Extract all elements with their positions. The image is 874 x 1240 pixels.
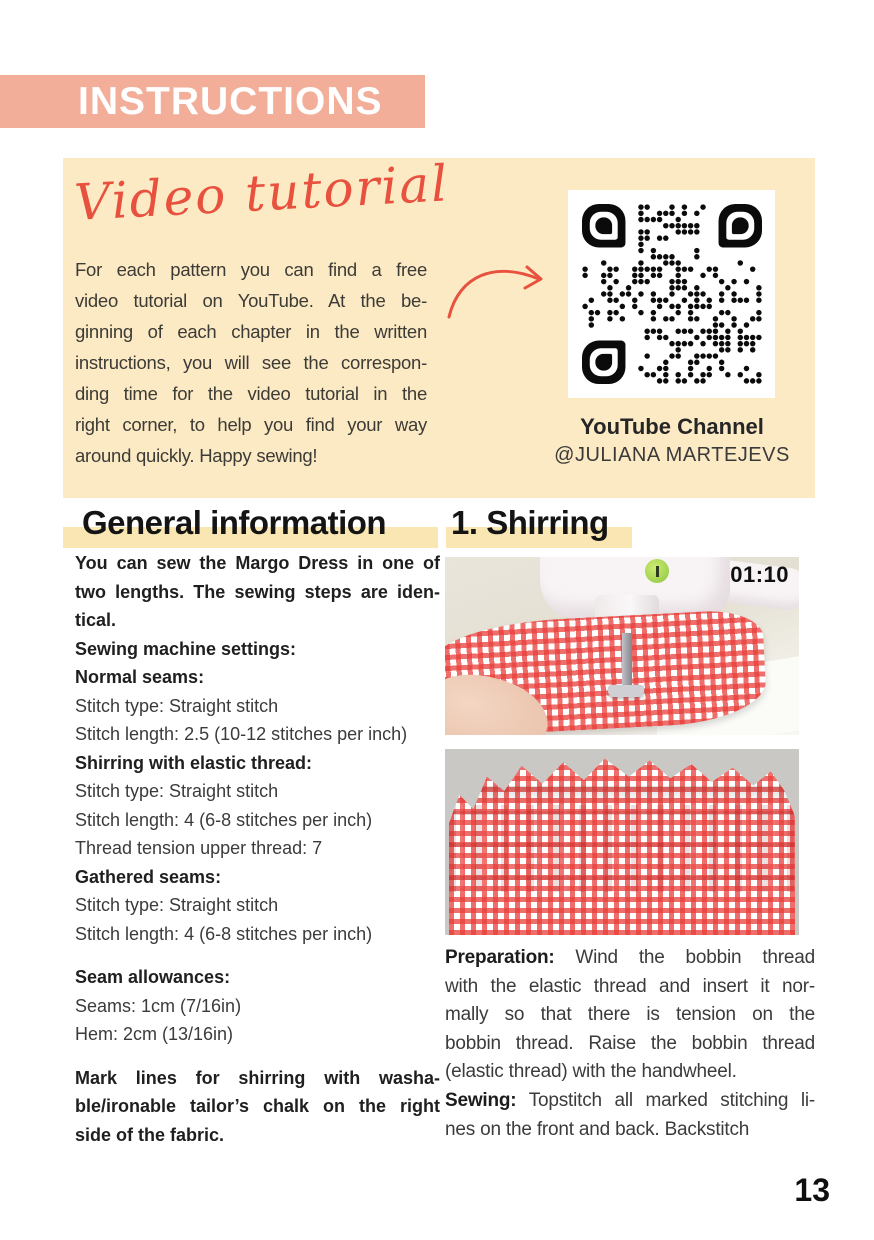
video-tutorial-box [63,154,815,498]
video-tutorial-paragraph [75,254,427,471]
page-title: INSTRUCTIONS [78,79,383,123]
shirred-gingham-fabric [449,755,795,935]
machine-green-button [645,559,669,583]
paragraph-line: bobbin thread. Raise the bobbin thread [445,1032,815,1054]
video-timestamp: 01:10 [730,562,789,587]
text-line: Stitch length: 2.5 (10-12 stitches per inch) [75,724,408,744]
text-line: Stitch type: Straight stitch [75,895,279,915]
text-line: You can sew the Margo Dress in one of [75,553,440,573]
ruffle-shadow [449,786,795,806]
needle-bar [622,633,632,689]
text-line: Sewing machine settings: [75,638,297,659]
text-line: Mark lines for shirring with washa- [75,1067,440,1088]
shirring-heading: 1. Shirring [451,504,609,541]
text-line: Stitch length: 4 (6-8 stitches per inch) [75,809,373,830]
paragraph-line: instructions, you will see the correspon- [75,352,427,373]
paragraph-line: around quickly. Happy sewing! [75,445,318,466]
general-information-text [75,549,440,1149]
video-tutorial-script-heading: Video tutorial [73,154,451,232]
text-line: Stitch type: Straight stitch [75,695,279,716]
text-line: Hem: 2cm (13/16in) [75,1024,234,1044]
paragraph-line: mally so that there is tension on the [445,1004,815,1026]
qr-caption-title: YouTube Channel [580,414,764,439]
curved-arrow-icon [441,253,559,331]
instructions-header-bar [0,75,425,128]
text-line: ble/ironable tailor’s chalk on the right [75,1096,440,1116]
text-line: Seams: 1cm (7/16in) [75,995,242,1016]
text-line: Gathered seams: [75,866,222,887]
text-line: Shirring with elastic thread: [75,752,313,773]
preparation-label: Preparation: [445,947,555,968]
presser-foot [608,685,644,697]
text-line: tical. [75,610,117,630]
photo-sewing-machine [445,557,799,735]
paragraph-line: Preparation: Wind the bobbin thread [445,947,815,968]
qr-code [582,204,762,384]
sewing-label: Sewing: [445,1089,517,1111]
paragraph-line: with the elastic thread and insert it nor- [445,975,815,997]
page-number: 13 [794,1172,830,1208]
text-line: Stitch length: 4 (6-8 stitches per inch) [75,923,373,944]
photo-shirred-fabric [445,749,799,935]
shirring-row [449,843,795,847]
paragraph-line: For each pattern you can find a free [75,259,427,280]
text-line: Normal seams: [75,667,205,687]
paragraph-line: nes on the front and back. Backstitch [445,1118,750,1140]
shirring-row [449,811,795,815]
paragraph-line: ginning of each chapter in the written [75,321,427,342]
general-information-heading: General information [82,504,387,541]
text-line: Seam allowances: [75,967,231,987]
paragraph-line: Sewing: Topstitch all marked stitching li- [445,1089,815,1111]
shirring-row [449,876,795,880]
text-line: Stitch type: Straight stitch [75,781,279,801]
paragraph-line: video tutorial on YouTube. At the be- [75,290,427,311]
text-line: two lengths. The sewing steps are iden- [75,581,440,602]
paragraph-line: (elastic thread) with the handwheel. [445,1061,737,1083]
paragraph-line: right corner, to help you find your way [75,414,427,435]
qr-code-card [568,190,775,398]
qr-caption-handle: @JULIANA MARTEJEVS [554,444,790,466]
text-line: side of the fabric. [75,1124,225,1145]
paragraph-line: ding time for the video tutorial in the [75,383,427,404]
shirring-paragraph [445,944,815,1144]
text-line: Thread tension upper thread: 7 [75,838,323,858]
